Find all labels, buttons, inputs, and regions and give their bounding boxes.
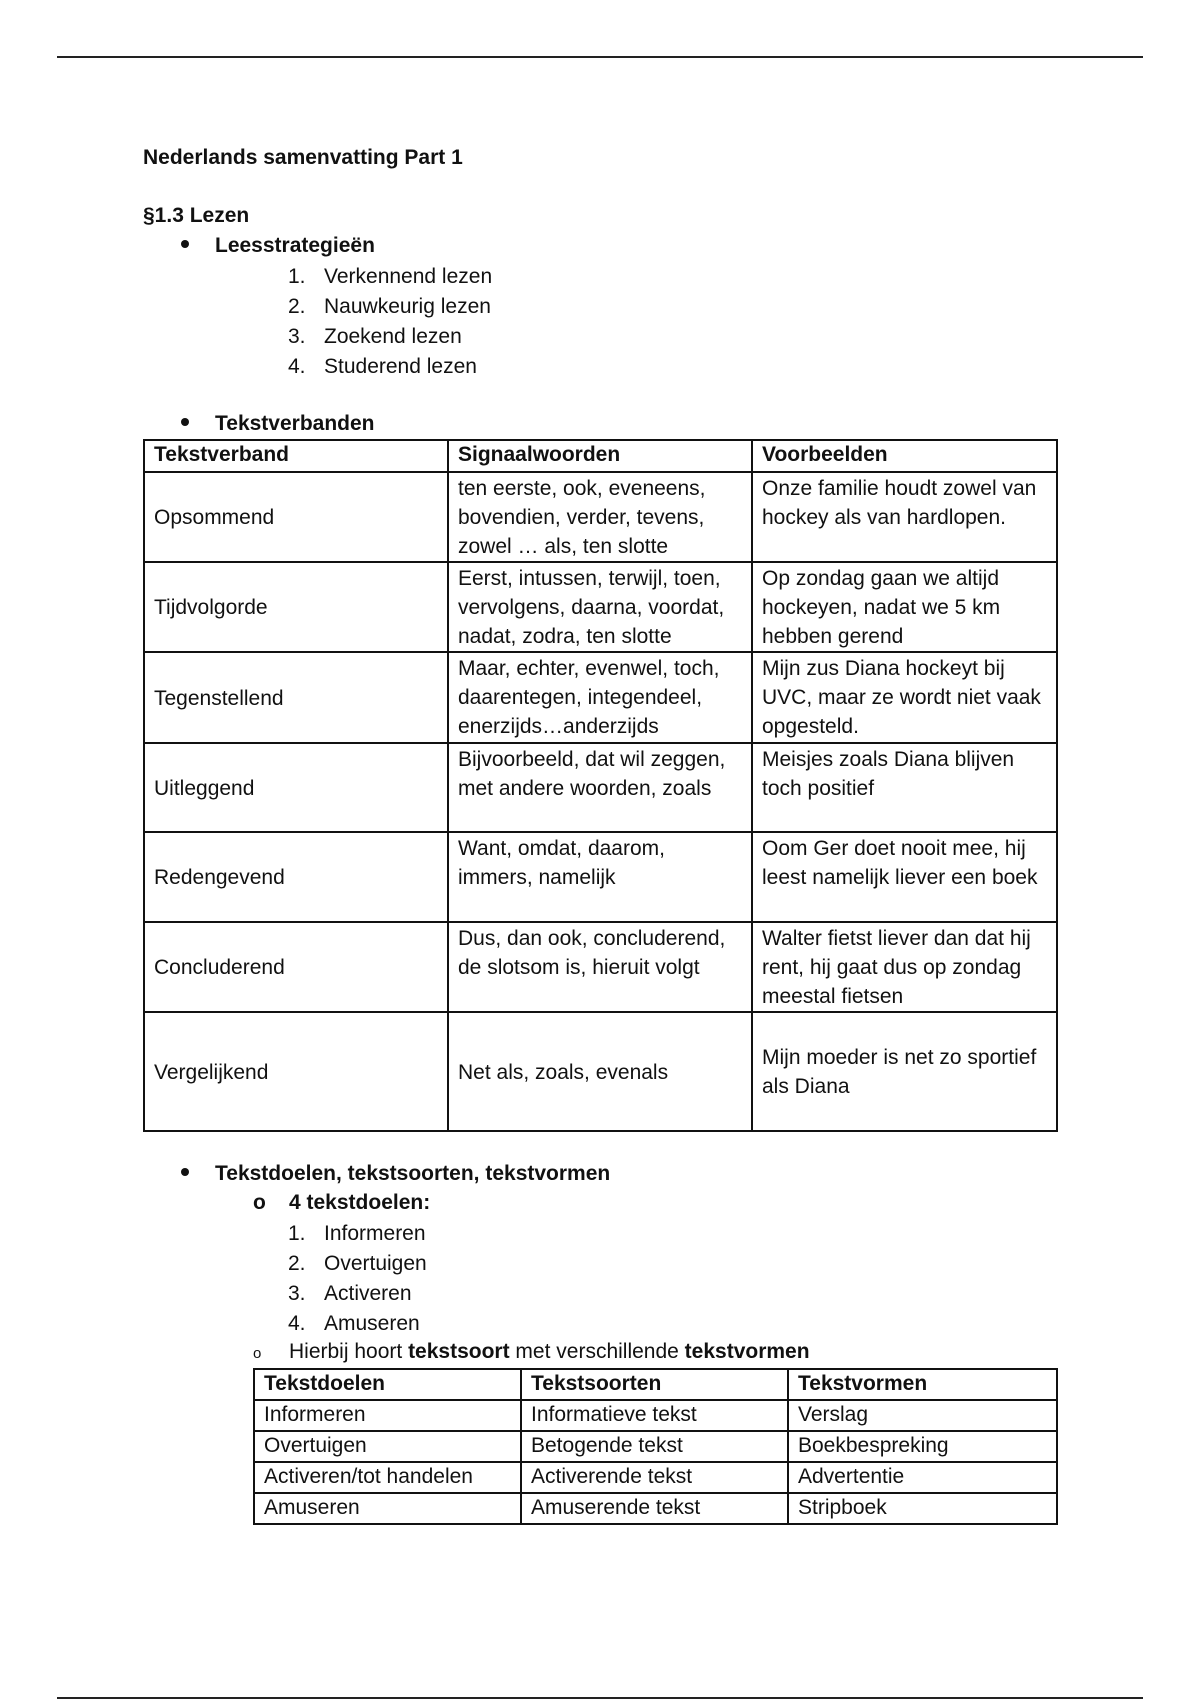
bullet-tekstdoelen [181, 1159, 610, 1189]
tekstdoelen-table [253, 1368, 1058, 1525]
table-row [144, 922, 1057, 1012]
table-cell: Activerende tekst [521, 1462, 788, 1493]
bullet-icon [181, 1168, 189, 1176]
table-row [144, 832, 1057, 922]
table-row [254, 1462, 1057, 1493]
table-cell: ten eerste, ook, eveneens, bovendien, verder, tevens, zowel … als, ten slotte [448, 472, 752, 562]
table-row [144, 562, 1057, 652]
table-cell: Vergelijkend [144, 1012, 448, 1131]
section-heading: §1.3 Lezen [143, 204, 250, 227]
tekstdoelen-subheading: 4 tekstdoelen: [289, 1191, 431, 1214]
table-cell: Amuserende tekst [521, 1493, 788, 1524]
list-item: 2. Overtuigen [288, 1252, 427, 1275]
table-cell: Oom Ger doet nooit mee, hij leest namelijk liever een boek [752, 832, 1057, 922]
list-item: 3. Activeren [288, 1282, 412, 1305]
list-item: 1. Verkennend lezen [288, 265, 493, 288]
tekstdoelen-heading: Tekstdoelen, tekstsoorten, tekstvormen [215, 1162, 611, 1185]
sub-bullet-sentence: o Hierbij hoort tekstsoort met verschillende tekstvormen [253, 1337, 810, 1369]
table-cell: Eerst, intussen, terwijl, toen, vervolgens, daarna, voordat, nadat, zodra, ten slotte [448, 562, 752, 652]
table-cell: Want, omdat, daarom, immers, namelijk [448, 832, 752, 922]
list-item: 3. Zoekend lezen [288, 325, 462, 348]
table-cell: Tijdvolgorde [144, 562, 448, 652]
column-header: Signaalwoorden [448, 440, 752, 472]
table-cell: Concluderend [144, 922, 448, 1012]
table-cell: Informatieve tekst [521, 1400, 788, 1431]
bullet-leesstrategieen [181, 231, 375, 261]
leesstrategieen-list [288, 262, 492, 382]
table-cell: Mijn moeder is net zo sportief als Diana [752, 1012, 1057, 1131]
footer-rule [57, 1697, 1143, 1699]
tekstdoelen-list [288, 1219, 427, 1339]
table-header-row [254, 1369, 1057, 1400]
bullet-icon [181, 240, 189, 248]
table-header-row [144, 440, 1057, 472]
bullet-icon [181, 418, 189, 426]
column-header: Tekstverband [144, 440, 448, 472]
table-cell: Uitleggend [144, 743, 448, 832]
tekstverbanden-table [143, 439, 1058, 1132]
table-cell: Onze familie houdt zowel van hockey als van hardlopen. [752, 472, 1057, 562]
circle-bullet-icon: o [253, 1191, 266, 1214]
sub-bullet-tekstdoelen [253, 1188, 430, 1218]
table-cell: Op zondag gaan we altijd hockeyen, nadat we 5 km hebben gerend [752, 562, 1057, 652]
table-cell: Redengevend [144, 832, 448, 922]
table-row [144, 1012, 1057, 1131]
table-cell: Boekbespreking [788, 1431, 1057, 1462]
column-header: Tekstdoelen [254, 1369, 521, 1400]
table-cell: Stripboek [788, 1493, 1057, 1524]
table-cell: Overtuigen [254, 1431, 521, 1462]
table-row [144, 472, 1057, 562]
table-cell: Verslag [788, 1400, 1057, 1431]
table-cell: Activeren/tot handelen [254, 1462, 521, 1493]
table-row [144, 652, 1057, 743]
table-cell: Meisjes zoals Diana blijven toch positief [752, 743, 1057, 832]
table-cell: Dus, dan ook, concluderend, de slotsom is, hieruit volgt [448, 922, 752, 1012]
table-row [254, 1431, 1057, 1462]
table-cell: Tegenstellend [144, 652, 448, 743]
tekstverbanden-heading: Tekstverbanden [215, 412, 375, 435]
leesstrategieen-heading: Leesstrategieën [215, 234, 375, 257]
bullet-tekstverbanden [181, 409, 375, 439]
table-cell: Bijvoorbeeld, dat wil zeggen, met andere woorden, zoals [448, 743, 752, 832]
column-header: Tekstsoorten [521, 1369, 788, 1400]
table-cell: Maar, echter, evenwel, toch, daarentegen, integendeel, enerzijds…anderzijds [448, 652, 752, 743]
list-item: 4. Amuseren [288, 1312, 420, 1335]
column-header: Voorbeelden [752, 440, 1057, 472]
table-cell: Betogende tekst [521, 1431, 788, 1462]
table-cell: Walter fietst liever dan dat hij rent, hij gaat dus op zondag meestal fietsen [752, 922, 1057, 1012]
circle-bullet-icon: o [253, 1345, 262, 1362]
table-row [254, 1493, 1057, 1524]
table-cell: Net als, zoals, evenals [448, 1012, 752, 1131]
list-item: 2. Nauwkeurig lezen [288, 295, 491, 318]
table-row [144, 743, 1057, 832]
table-cell: Opsommend [144, 472, 448, 562]
list-item: 1. Informeren [288, 1222, 426, 1245]
table-cell: Advertentie [788, 1462, 1057, 1493]
table-row [254, 1400, 1057, 1431]
header-rule [57, 56, 1143, 58]
table-cell: Amuseren [254, 1493, 521, 1524]
document-title: Nederlands samenvatting Part 1 [143, 146, 463, 169]
column-header: Tekstvormen [788, 1369, 1057, 1400]
list-item: 4. Studerend lezen [288, 355, 477, 378]
table-cell: Mijn zus Diana hockeyt bij UVC, maar ze wordt niet vaak opgesteld. [752, 652, 1057, 743]
table-cell: Informeren [254, 1400, 521, 1431]
